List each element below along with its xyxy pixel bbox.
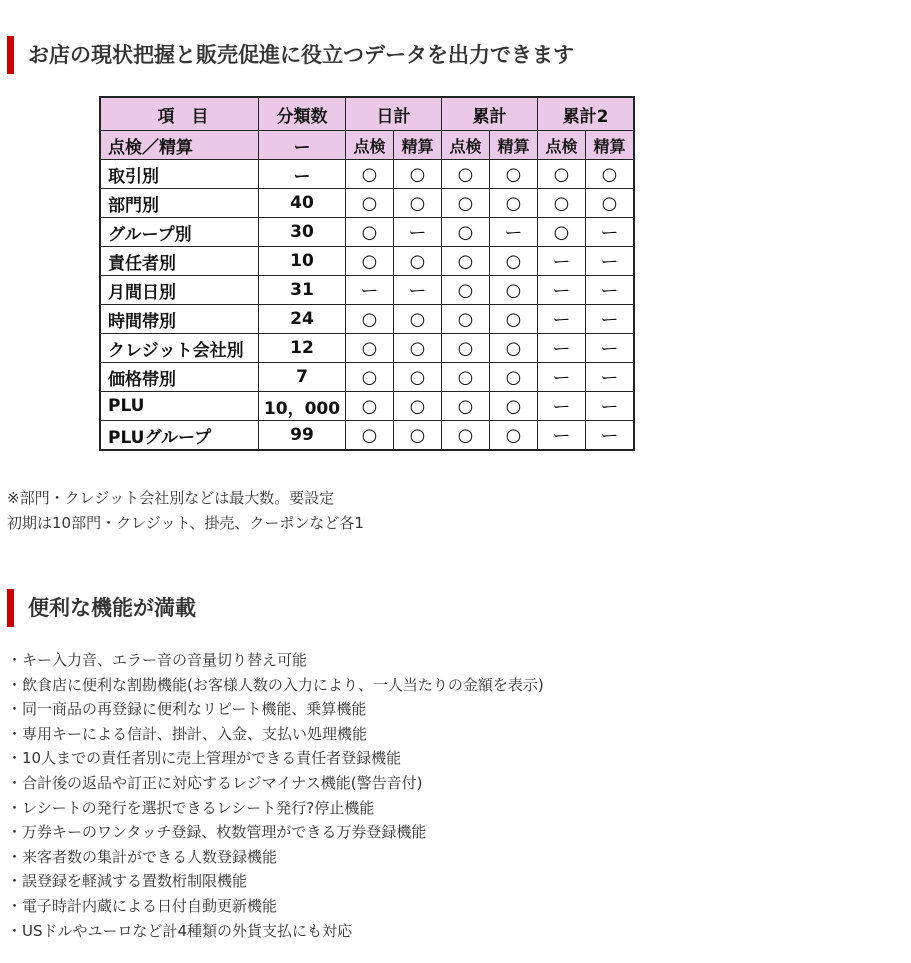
row-availability-mark: ○ [442,421,490,451]
feature-item: ・万券キーのワンタッチ登録、枚数管理ができる万券登録機能 [7,823,427,842]
subheader-check: 点検 [442,131,490,160]
row-availability-mark: ○ [442,392,490,421]
row-availability-mark: ○ [346,392,394,421]
row-item-label: 取引別 [100,160,259,189]
row-availability-mark: ー [538,247,586,276]
header-item: 項 目 [100,97,259,131]
feature-item: ・来客者数の集計ができる人数登録機能 [7,847,278,866]
note-line: ※部門・クレジット会社別などは最大数。要設定 [7,489,335,507]
subheader-settle: 精算 [586,131,635,160]
subheader-settle: 精算 [394,131,442,160]
row-availability-mark: ○ [490,363,538,392]
row-availability-mark: ○ [394,392,442,421]
row-availability-mark: ○ [346,218,394,247]
table-header-row [100,97,634,131]
row-count: 24 [259,305,346,334]
row-availability-mark: ○ [442,189,490,218]
row-availability-mark: ○ [442,247,490,276]
section-heading-features: 便利な機能が満載 [7,589,196,627]
feature-item: ・専用キーによる信計、掛計、入金、支払い処理機能 [7,724,368,743]
row-availability-mark: ○ [490,247,538,276]
row-availability-mark: ○ [490,334,538,363]
row-availability-mark: ー [538,334,586,363]
row-count: 40 [259,189,346,218]
row-availability-mark: ー [538,305,586,334]
feature-item: ・10人までの責任者別に売上管理ができる責任者登録機能 [7,749,402,768]
row-availability-mark: ー [538,276,586,305]
row-availability-mark: ○ [490,276,538,305]
row-item-label: PLUグループ [100,421,259,451]
subheader-item: 点検／精算 [100,131,259,160]
table-row [100,247,634,276]
row-availability-mark: ○ [346,363,394,392]
row-item-label: 月間日別 [100,276,259,305]
row-item-label: グループ別 [100,218,259,247]
row-availability-mark: ー [346,276,394,305]
row-availability-mark: ー [394,218,442,247]
row-availability-mark: ー [586,421,635,451]
table-row [100,276,634,305]
row-availability-mark: ー [586,392,635,421]
row-availability-mark: ○ [490,160,538,189]
row-item-label: 責任者別 [100,247,259,276]
table-row [100,334,634,363]
feature-item: ・合計後の返品や訂正に対応するレジマイナス機能(警告音付) [7,773,423,792]
row-availability-mark: ○ [394,247,442,276]
row-availability-mark: ○ [490,392,538,421]
row-availability-mark: ー [586,305,635,334]
table-row [100,160,634,189]
row-availability-mark: ○ [538,160,586,189]
row-item-label: 部門別 [100,189,259,218]
row-availability-mark: ○ [346,305,394,334]
row-availability-mark: ○ [442,363,490,392]
row-item-label: クレジット会社別 [100,334,259,363]
row-count: 30 [259,218,346,247]
row-count: 12 [259,334,346,363]
row-availability-mark: ○ [346,189,394,218]
feature-item: ・キー入力音、エラー音の音量切り替え可能 [7,651,308,669]
table-row [100,218,634,247]
row-availability-mark: ○ [346,247,394,276]
table-row [100,421,634,451]
table-notes [7,486,364,536]
row-availability-mark: ○ [442,305,490,334]
row-availability-mark: ○ [394,160,442,189]
feature-item: ・飲食店に便利な割勘機能(お客様人数の入力により、一人当たりの金額を表示) [7,675,544,694]
header-daily: 日計 [346,97,442,131]
row-availability-mark: ー [538,363,586,392]
row-availability-mark: ○ [490,189,538,218]
header-cumulative2: 累計2 [538,97,635,131]
row-count: 10，000 [259,392,346,421]
subheader-check: 点検 [538,131,586,160]
row-item-label: 価格帯別 [100,363,259,392]
row-availability-mark: ー [586,276,635,305]
row-availability-mark: ○ [394,421,442,451]
row-availability-mark: ー [538,421,586,451]
row-availability-mark: ○ [442,160,490,189]
note-line: 初期は10部門・クレジット、掛売、クーポンなど各1 [7,514,364,532]
row-availability-mark: ー [538,392,586,421]
feature-item: ・レシートの発行を選択できるレシート発行?停止機能 [7,798,375,817]
row-availability-mark: ○ [346,334,394,363]
section-heading-data-output: お店の現状把握と販売促進に役立つデータを出力できます [7,36,574,74]
header-count: 分類数 [259,97,346,131]
row-availability-mark: ○ [394,363,442,392]
row-availability-mark: ○ [538,189,586,218]
row-count: 7 [259,363,346,392]
row-count: ー [259,160,346,189]
row-availability-mark: ○ [442,276,490,305]
row-availability-mark: ○ [538,218,586,247]
row-availability-mark: ー [394,276,442,305]
subheader-check: 点検 [346,131,394,160]
row-count: 10 [259,247,346,276]
report-spec-table [99,96,635,451]
table-row [100,189,634,218]
row-availability-mark: ー [586,363,635,392]
row-availability-mark: ○ [394,334,442,363]
feature-item: ・同一商品の再登録に便利なリピート機能、乗算機能 [7,700,367,719]
row-item-label: 時間帯別 [100,305,259,334]
feature-item: ・誤登録を軽減する置数桁制限機能 [7,872,248,891]
subheader-settle: 精算 [490,131,538,160]
row-availability-mark: ー [586,247,635,276]
row-item-label: PLU [100,392,259,421]
table-row [100,392,634,421]
row-count: 99 [259,421,346,451]
row-availability-mark: ー [586,334,635,363]
row-availability-mark: ○ [586,160,635,189]
row-availability-mark: ○ [490,305,538,334]
table-row [100,363,634,392]
row-count: 31 [259,276,346,305]
row-availability-mark: ー [586,218,635,247]
row-availability-mark: ○ [442,334,490,363]
table-row [100,305,634,334]
row-availability-mark: ○ [394,305,442,334]
row-availability-mark: ー [490,218,538,247]
table-subheader-row [100,131,634,160]
row-availability-mark: ○ [442,218,490,247]
subheader-count: ー [259,131,346,160]
feature-item: ・電子時計内蔵による日付自動更新機能 [7,896,278,915]
row-availability-mark: ○ [346,421,394,451]
feature-list [7,648,544,943]
row-availability-mark: ○ [490,421,538,451]
row-availability-mark: ○ [346,160,394,189]
row-availability-mark: ○ [394,189,442,218]
feature-item: ・USドルやユーロなど計4種類の外貨支払にも対応 [7,921,353,940]
row-availability-mark: ○ [586,189,635,218]
header-cumulative: 累計 [442,97,538,131]
